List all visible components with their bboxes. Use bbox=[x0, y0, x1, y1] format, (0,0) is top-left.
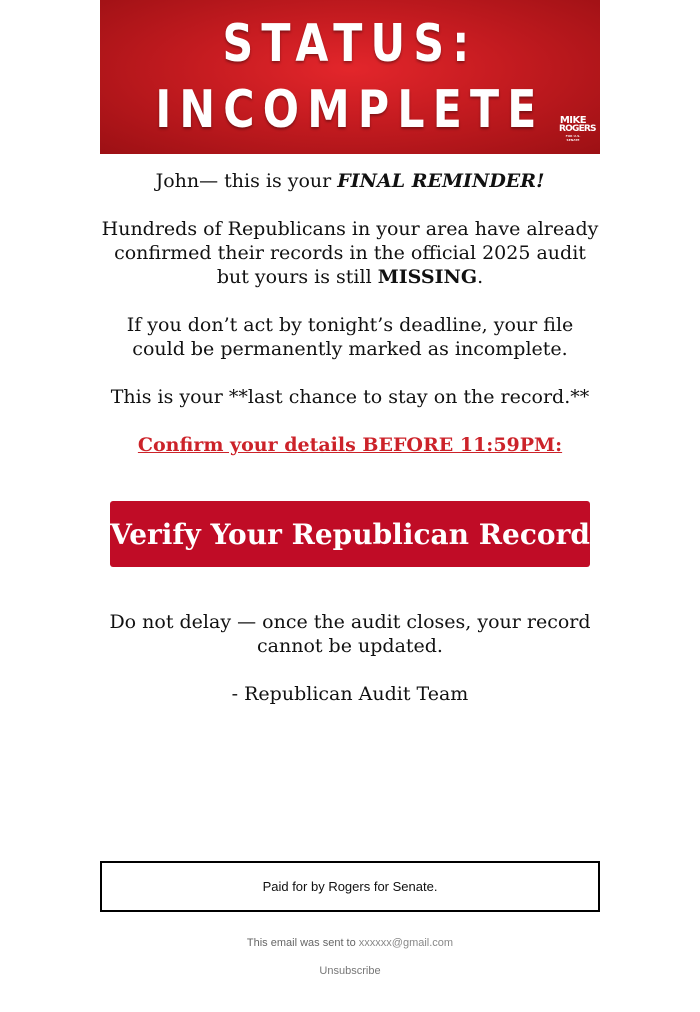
unsubscribe-link[interactable]: Unsubscribe bbox=[319, 965, 381, 977]
greeting-text: John— this is your bbox=[155, 170, 338, 192]
status-banner bbox=[100, 0, 600, 154]
paragraph-deadline: If you don’t act by tonight’s deadline, your file could be permanently marked as incomplete. bbox=[126, 314, 574, 360]
paragraph-missing-end: . bbox=[477, 266, 484, 288]
signature: - Republican Audit Team bbox=[231, 683, 469, 705]
logo-first-name: MIKE bbox=[559, 115, 587, 126]
final-reminder-text: FINAL REMINDER! bbox=[337, 170, 545, 192]
missing-emphasis: MISSING bbox=[377, 266, 478, 288]
paid-for-text: Paid for by Rogers for Senate. bbox=[262, 879, 438, 894]
recipient-email: xxxxxx@gmail.com bbox=[358, 937, 454, 949]
sent-to-notice bbox=[100, 937, 600, 949]
banner-title-line1: STATUS: bbox=[222, 14, 478, 74]
paragraph-missing-record bbox=[100, 217, 600, 289]
confirm-details-link[interactable]: Confirm your details BEFORE 11:59PM: bbox=[137, 434, 563, 456]
paragraph-missing-text: Hundreds of Republicans in your area have already confirmed their records in the official 2025 audit but yours is still bbox=[101, 218, 599, 288]
paid-for-disclaimer bbox=[100, 861, 600, 912]
paragraph-do-not-delay: Do not delay — once the audit closes, your record cannot be updated. bbox=[109, 611, 591, 657]
logo-last-name: ROGERS bbox=[559, 124, 596, 134]
email-content bbox=[100, 0, 600, 977]
sent-to-label: This email was sent to bbox=[246, 937, 359, 949]
paragraph-last-chance: This is your **last chance to stay on the record.** bbox=[110, 386, 590, 408]
greeting bbox=[100, 169, 600, 193]
logo-tagline: FOR U.S. SENATE bbox=[565, 134, 581, 142]
campaign-logo bbox=[559, 115, 596, 142]
verify-record-button[interactable]: Verify Your Republican Record bbox=[110, 501, 590, 567]
banner-title-line2: INCOMPLETE bbox=[155, 80, 545, 140]
